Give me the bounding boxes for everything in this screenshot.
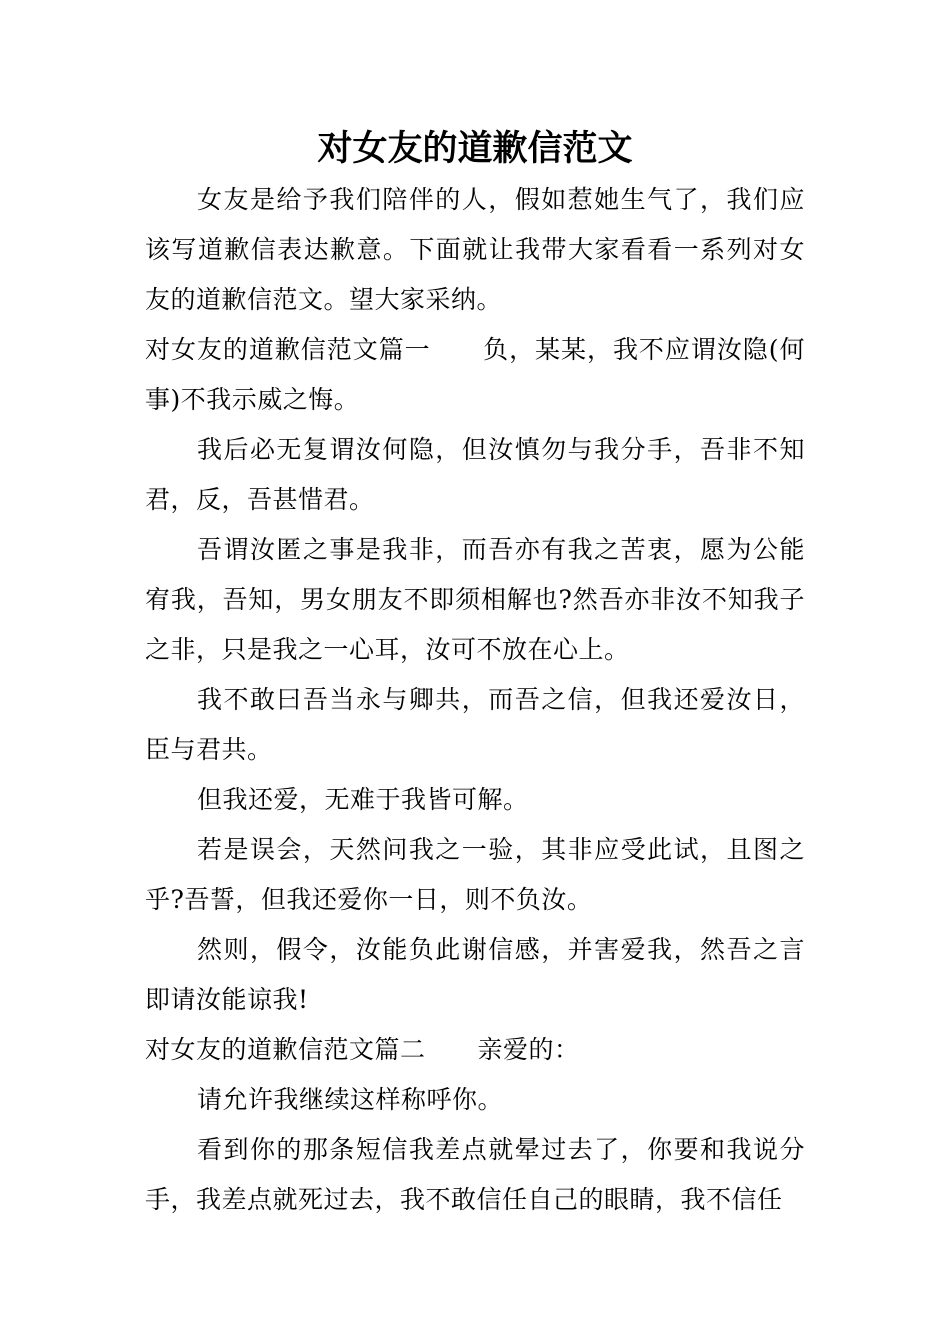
- paragraph: [145, 1075, 805, 1125]
- paragraph: [145, 525, 805, 675]
- paragraph-text: 我后必无复谓汝何隐，但汝慎勿与我分手，吾非不知君，反，吾甚惜君。: [145, 435, 805, 514]
- paragraph-text: 请允许我继续这样称呼你。: [197, 1085, 504, 1114]
- paragraph: [145, 825, 805, 925]
- paragraph-text: 看到你的那条短信我差点就晕过去了，你要和我说分手，我差点就死过去，我不敢信任自己的眼睛，我不信任: [145, 1135, 805, 1214]
- section-heading: 对女友的道歉信范文篇一: [145, 335, 431, 364]
- paragraph: [145, 775, 805, 825]
- paragraph: [145, 1125, 805, 1225]
- document-title: 对女友的道歉信范文: [317, 129, 633, 169]
- paragraph-text: 我不敢曰吾当永与卿共，而吾之信，但我还爱汝日，臣与君共。: [145, 685, 805, 764]
- paragraph-text: 但我还爱，无难于我皆可解。: [197, 785, 529, 814]
- paragraph-text: 女友是给予我们陪伴的人，假如惹她生气了，我们应该写道歉信表达歉意。下面就让我带大家看看一系列对女友的道歉信范文。望大家采纳。: [145, 185, 805, 314]
- paragraph-intro: [145, 175, 805, 325]
- paragraph-text: 负，某某，我不应谓汝隐(何事)不我示威之悔。: [145, 335, 805, 414]
- document-body: [145, 175, 805, 1225]
- paragraph-text: 然则，假令，汝能负此谢信感，并害爱我，然吾之言即请汝能谅我!: [145, 935, 805, 1014]
- paragraph-text: 亲爱的：: [477, 1035, 580, 1064]
- paragraph-text: 若是误会，天然问我之一验，其非应受此试，且图之乎?吾誓，但我还爱你一日，则不负汝。: [145, 835, 805, 914]
- paragraph: [145, 425, 805, 525]
- paragraph: [145, 925, 805, 1025]
- paragraph-section-one: [145, 325, 805, 425]
- paragraph-text: 吾谓汝匿之事是我非，而吾亦有我之苦衷，愿为公能宥我，吾知，男女朋友不即须相解也?然吾亦非汝不知我子之非，只是我之一心耳，汝可不放在心上。: [145, 535, 805, 664]
- section-heading: 对女友的道歉信范文篇二: [145, 1035, 426, 1064]
- paragraph-section-two: [145, 1025, 805, 1075]
- paragraph: [145, 675, 805, 775]
